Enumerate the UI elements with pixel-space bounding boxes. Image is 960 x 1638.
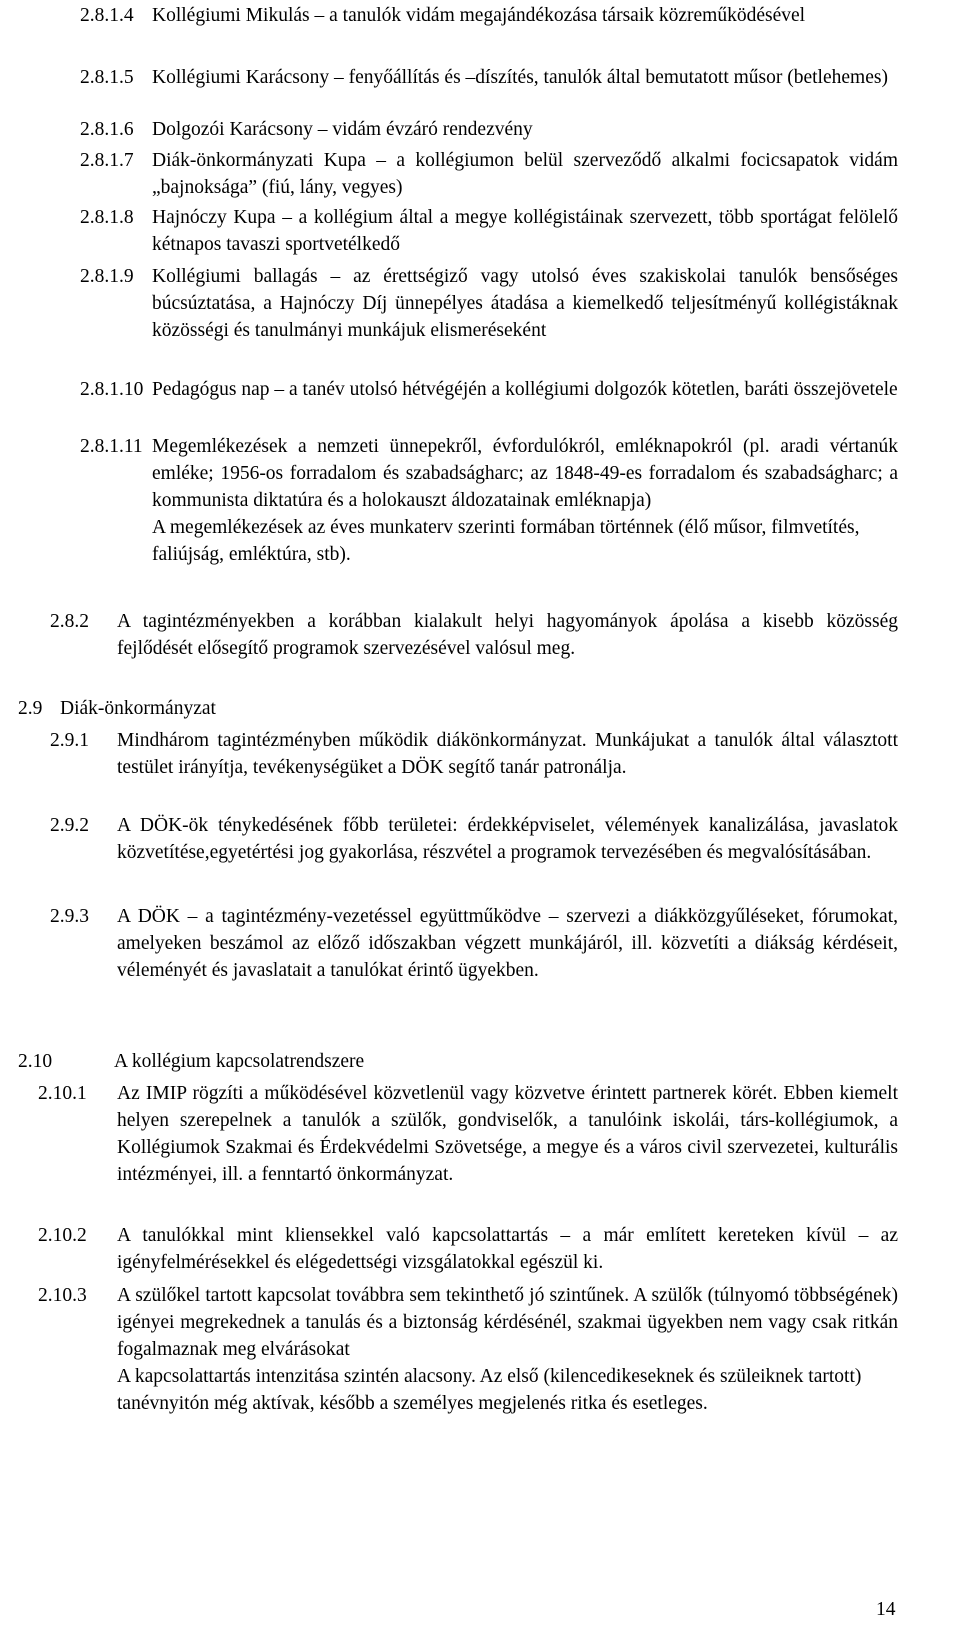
item-text-block (152, 263, 898, 344)
item-number: 2.9.1 (50, 730, 89, 751)
item-text-block (117, 812, 898, 866)
item-number: 2.8.1.4 (80, 5, 134, 26)
item-number: 2.8.1.9 (80, 266, 134, 287)
item-text: Kollégiumi Karácsony – fenyőállítás és –díszítés, tanulók által bemutatott műsor (betlehemes) (152, 67, 888, 88)
item-number: 2.8.1.6 (80, 119, 134, 140)
item-text-block (117, 903, 898, 984)
section-number: 2.10 (18, 1051, 53, 1072)
item-number: 2.10.3 (38, 1285, 87, 1306)
item-text: Hajnóczy Kupa – a kollégium által a megye kollégistáinak szervezett, több sportágat felölelő kétnapos tavaszi sportvetélkedő (152, 207, 898, 255)
item-number: 2.8.1.11 (80, 436, 143, 457)
item-text: Megemlékezések a nemzeti ünnepekről, évfordulókról, emléknapokról (pl. aradi vértanúk emléke; 1956-os forradalom és szabadságharc; az 1848-49-es forradalom és szabadságharc; a kommunista diktatúra és a holokauszt áldozatainak emléknapja) (152, 436, 898, 511)
item-text: Dolgozói Karácsony – vidám évzáró rendezvény (152, 119, 533, 140)
item-text: A szülőkel tartott kapcsolat továbbra sem tekinthető jó szintűnek. A szülők (túlnyomó többségének) igényei megrekednek a tanulás és a biztonság kérdésénél, szakmai ügyekben nem vagy csak ritkán fogalmaznak meg elvárásokat (117, 1285, 898, 1360)
section-heading (18, 695, 898, 722)
item-text-continued: A kapcsolattartás intenzitása szintén alacsony. Az első (kilencedikeseknek és szüleiknek tartott) tanévnyitón még aktívak, később a személyes megjelenés ritka és esetleges. (117, 1366, 862, 1414)
item-text-block (152, 116, 898, 143)
item-text-block (152, 147, 898, 201)
list-item (80, 376, 898, 403)
item-text: Az IMIP rögzíti a működésével közvetlenül vagy közvetve érintett partnerek körét. Ebben kiemelt helyen szerepelnek a tanulók a szülők, gondviselők, a tanulóink iskolái, társ-kollégiumok, a Kollégiumok Szakmai és Érdekvédelmi Szövetsége, a megye és a város civil szervezetei, kulturális intézményei, ill. a fenntartó önkormányzat. (117, 1083, 898, 1185)
item-text: A DÖK-ök ténykedésének főbb területei: érdekképviselet, vélemények kanalizálása, javaslatok közvetítése,egyetértési jog gyakorlása, részvétel a programok tervezésében és megvalósításában. (117, 815, 898, 863)
item-text-block (117, 1282, 898, 1417)
item-number: 2.8.1.8 (80, 207, 134, 228)
item-text: Kollégiumi ballagás – az érettségiző vagy utolsó éves szakiskolai tanulók bensőséges búcsúztatása, a Hajnóczy Díj ünnepélyes átadása a kiemelkedő teljesítményű kollégistáknak közösségi és tanulmányi munkájuk elismeréseként (152, 266, 898, 341)
item-text: A tagintézményekben a korábban kialakult helyi hagyományok ápolása a kisebb közösség fejlődését elősegítő programok szervezésével valósul meg. (117, 611, 898, 659)
list-item (50, 608, 898, 662)
list-item (80, 433, 898, 568)
item-text-block (152, 64, 898, 91)
item-number: 2.10.1 (38, 1083, 87, 1104)
section-title: A kollégium kapcsolatrendszere (114, 1051, 365, 1072)
item-text-block (152, 2, 898, 29)
list-item (38, 1080, 898, 1188)
item-text-block (152, 204, 898, 258)
section-title-block (114, 1048, 898, 1075)
item-text-block (152, 376, 898, 403)
item-text: A tanulókkal mint kliensekkel való kapcsolattartás – a már említett kereteken kívül – az igényfelmérésekkel és elégedettségi vizsgálatokkal egészül ki. (117, 1225, 898, 1273)
item-text-block (117, 1222, 898, 1276)
list-item (38, 1222, 898, 1276)
section-title-block (60, 695, 898, 722)
item-number: 2.8.1.10 (80, 379, 144, 400)
list-item (80, 116, 898, 143)
list-item (80, 204, 898, 258)
item-number: 2.9.3 (50, 906, 89, 927)
item-text-block (117, 1080, 898, 1188)
item-text: Pedagógus nap – a tanév utolsó hétvégéjén a kollégiumi dolgozók kötetlen, baráti összejövetele (152, 379, 898, 400)
item-number: 2.10.2 (38, 1225, 87, 1246)
list-item (80, 64, 898, 91)
page-number: 14 (876, 1599, 896, 1620)
item-number: 2.9.2 (50, 815, 89, 836)
item-text-continued: A megemlékezések az éves munkaterv szerinti formában történnek (élő műsor, filmvetítés, faliújság, emléktúra, stb). (152, 517, 860, 565)
section-title: Diák-önkormányzat (60, 698, 216, 719)
item-number: 2.8.2 (50, 611, 89, 632)
list-item (38, 1282, 898, 1417)
item-text-block (117, 608, 898, 662)
item-text: A DÖK – a tagintézmény-vezetéssel együttműködve – szervezi a diákközgyűléseket, fórumokat, amelyeken beszámol az előző időszakban végzett munkájáról, ill. közvetíti a diákság kérdéseit, véleményét és javaslatait a tanulókat érintő ügyekben. (117, 906, 898, 981)
item-text-block (117, 727, 898, 781)
item-text-block (152, 433, 898, 568)
section-number: 2.9 (18, 698, 43, 719)
list-item (80, 263, 898, 344)
item-number: 2.8.1.5 (80, 67, 134, 88)
list-item (50, 903, 898, 984)
list-item (50, 727, 898, 781)
item-text: Mindhárom tagintézményben működik diákönkormányzat. Munkájukat a tanulók által választott testület irányítja, tevékenységüket a DÖK segítő tanár patronálja. (117, 730, 898, 778)
item-number: 2.8.1.7 (80, 150, 134, 171)
item-text: Diák-önkormányzati Kupa – a kollégiumon belül szerveződő alkalmi focicsapatok vidám „bajnoksága” (fiú, lány, vegyes) (152, 150, 898, 198)
item-text: Kollégiumi Mikulás – a tanulók vidám megajándékozása társaik közreműködésével (152, 5, 806, 26)
section-heading (18, 1048, 898, 1075)
list-item (50, 812, 898, 866)
list-item (80, 147, 898, 201)
list-item (80, 2, 898, 29)
